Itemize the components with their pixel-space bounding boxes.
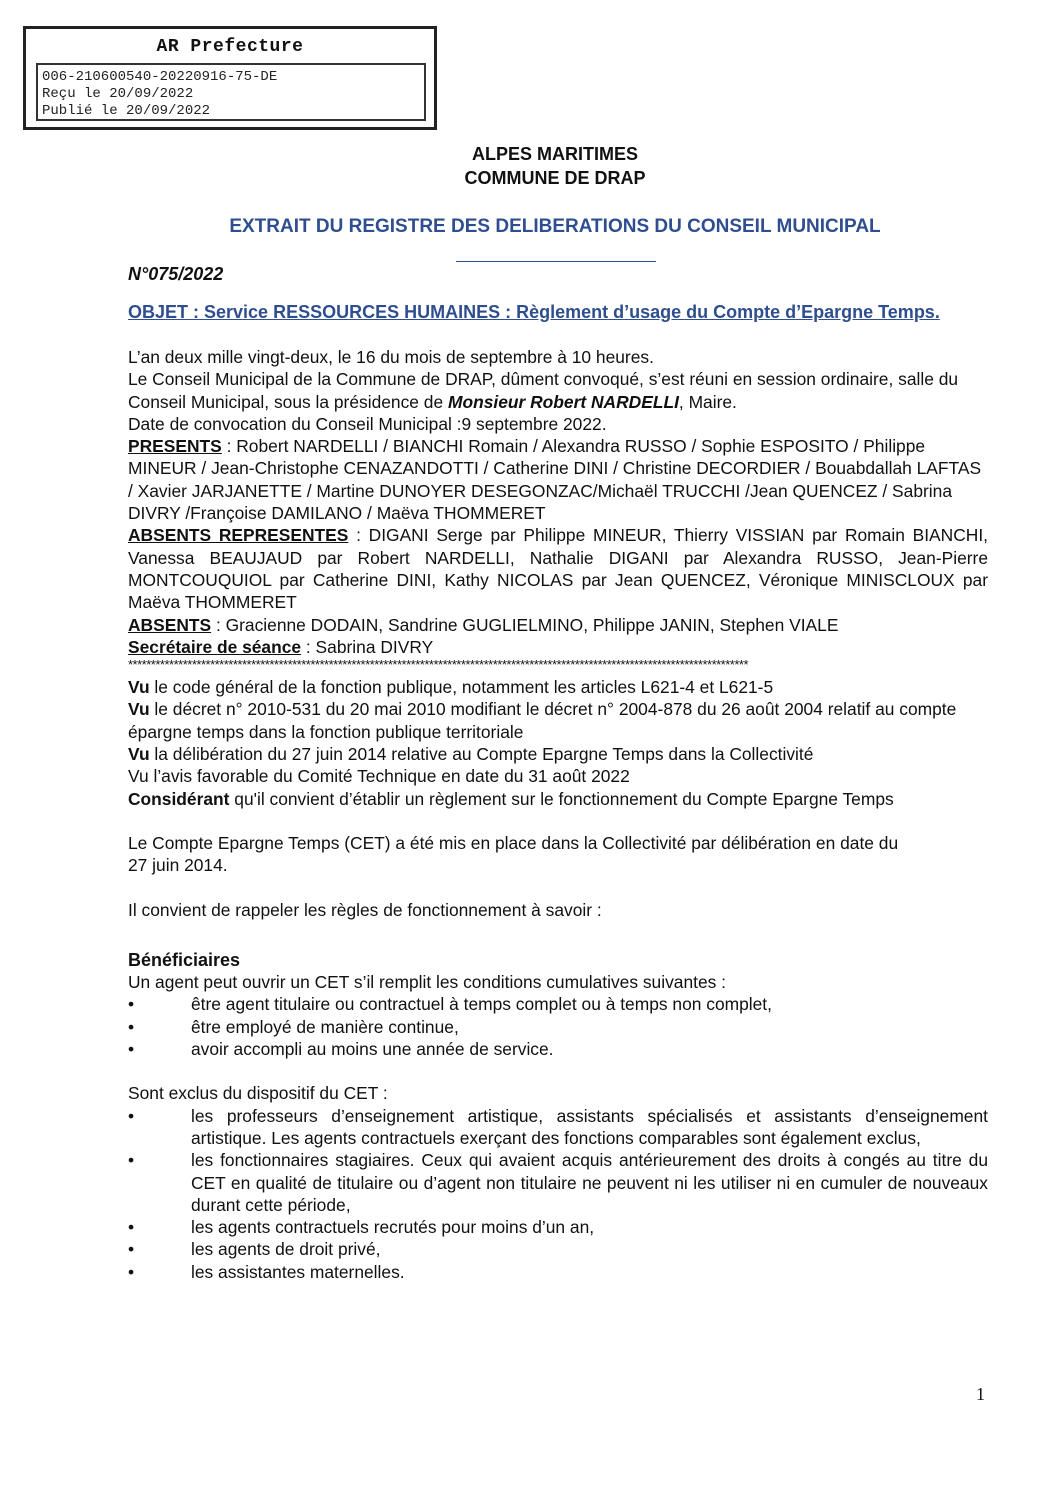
convocation-date: Date de convocation du Conseil Municipal :9 septembre 2022. bbox=[128, 413, 607, 434]
prefecture-stamp bbox=[23, 26, 437, 130]
visa-1 bbox=[128, 676, 988, 698]
list-item: • être agent titulaire ou contractuel à temps complet ou à temps non complet, bbox=[128, 993, 988, 1015]
exclusions-intro: Sont exclus du dispositif du CET : bbox=[128, 1083, 388, 1104]
represented-list bbox=[128, 524, 988, 613]
beneficiaries-heading: Bénéficiaires bbox=[128, 949, 241, 970]
visa-4: Vu l’avis favorable du Comité Technique en date du 31 août 2022 bbox=[128, 766, 630, 787]
visa-3-text: la délibération du 27 juin 2014 relative au Compte Epargne Temps dans la Collectivité bbox=[149, 744, 814, 765]
list-item: • les professeurs d’enseignement artistique, assistants spécialisés et assistants d’enseignement artistique. Les agents contractuels exerçant des fonctions comparables sont également exclus, bbox=[128, 1105, 988, 1150]
secretary-line bbox=[128, 636, 988, 658]
exclusions-list bbox=[128, 1105, 988, 1283]
list-item: • les assistantes maternelles. bbox=[128, 1261, 988, 1283]
cet-establishment-text: Le Compte Epargne Temps (CET) a été mis en place dans la Collectivité par délibération en date du bbox=[128, 832, 899, 853]
president-suffix: , Maire. bbox=[678, 391, 737, 412]
visa-3-label: Vu bbox=[128, 744, 150, 765]
title-underline bbox=[456, 261, 656, 262]
secretary-label: Secrétaire de séance bbox=[128, 636, 302, 657]
presents-label: PRESENTS bbox=[128, 436, 222, 457]
separator-line: **************************************************************************************************************************************** bbox=[128, 660, 749, 671]
considering-clause bbox=[128, 788, 988, 810]
document-body bbox=[128, 346, 988, 1283]
deliberation-number: N°075/2022 bbox=[128, 264, 224, 284]
considering-text: qu'il convient d’établir un règlement sur le fonctionnement du Compte Epargne Temps bbox=[229, 788, 894, 809]
session-date: L’an deux mille vingt-deux, le 16 du mois de septembre à 10 heures. bbox=[128, 347, 654, 367]
session-convocation-text bbox=[128, 368, 988, 413]
list-item: • les fonctionnaires stagiaires. Ceux qui avaient acquis antérieurement des droits à congés au titre du CET en qualité de titulaire ou d’agent non titulaire ne peuvent ni les utiliser ni en cumuler de nouveaux durant cette période, bbox=[128, 1149, 988, 1216]
list-item: • avoir accompli au moins une année de service. bbox=[128, 1038, 988, 1060]
presents-names: : Robert NARDELLI / BIANCHI Romain / Alexandra RUSSO / Sophie ESPOSITO / Philippe MINEUR / Jean-Christophe CENAZANDOTTI / Catherine DINI / Christine DECORDIER / Bouabdallah LAFTAS / Xavier JARJANETTE / Martine DUNOYER DESEGONZAC/Michaël TRUCCHI /Jean QUENCEZ / Sabrina DIVRY /Françoise DAMILANO / Maëva THOMMERET bbox=[128, 436, 982, 524]
list-item: • les agents contractuels recrutés pour moins d’un an, bbox=[128, 1216, 988, 1238]
visa-3 bbox=[128, 743, 988, 765]
visa-1-label: Vu bbox=[128, 677, 150, 698]
commune-heading: COMMUNE DE DRAP bbox=[464, 168, 646, 188]
considering-label: Considérant bbox=[128, 788, 230, 809]
document-title: EXTRAIT DU REGISTRE DES DELIBERATIONS DU CONSEIL MUNICIPAL bbox=[229, 216, 881, 237]
deliberation-subject: OBJET : Service RESSOURCES HUMAINES : Règlement d’usage du Compte d’Epargne Temps. bbox=[128, 302, 940, 322]
presents-list bbox=[128, 435, 988, 524]
visa-1-text: le code général de la fonction publique, notamment les articles L621-4 et L621-5 bbox=[149, 677, 774, 698]
cet-establishment-date: 27 juin 2014. bbox=[128, 855, 228, 876]
stamp-reference: 006-210600540-20220916-75-DE bbox=[42, 69, 278, 85]
beneficiaries-intro: Un agent peut ouvrir un CET s’il remplit les conditions cumulatives suivantes : bbox=[128, 972, 726, 993]
department-heading: ALPES MARITIMES bbox=[471, 144, 638, 164]
page-number: 1 bbox=[976, 1384, 985, 1404]
list-item: • être employé de manière continue, bbox=[128, 1016, 988, 1038]
stamp-title: AR Prefecture bbox=[156, 37, 304, 57]
list-item: • les agents de droit privé, bbox=[128, 1238, 988, 1260]
visa-2-label: Vu bbox=[128, 699, 150, 720]
president-name: Monsieur Robert NARDELLI bbox=[447, 391, 679, 412]
visa-2-text: le décret n° 2010-531 du 20 mai 2010 modifiant le décret n° 2004-878 du 26 août 2004 relatif au compte épargne temps dans la fonction publique territoriale bbox=[128, 699, 957, 742]
stamp-published-date: Publié le 20/09/2022 bbox=[42, 103, 211, 119]
absents-names: : Gracienne DODAIN, Sandrine GUGLIELMINO, Philippe JANIN, Stephen VIALE bbox=[211, 614, 839, 635]
rules-recall: Il convient de rappeler les règles de fonctionnement à savoir : bbox=[128, 899, 602, 920]
absents-list bbox=[128, 614, 988, 636]
convocation-prefix: Le Conseil Municipal de la Commune de DRAP, dûment convoqué, s’est réuni en session ordinaire, salle du Conseil Municipal, sous la présidence de bbox=[128, 369, 959, 412]
visa-2 bbox=[128, 698, 988, 743]
represented-names: : DIGANI Serge par Philippe MINEUR, Thierry VISSIAN par Romain BIANCHI, Vanessa BEAUJAUD par Robert NARDELLI, Nathalie DIGANI par Alexandra RUSSO, Jean-Pierre MONTCOUQUIOL par Catherine DINI, Kathy NICOLAS par Jean QUENCEZ, Véronique MINISCLOUX par Maëva THOMMERET bbox=[128, 525, 988, 613]
secretary-name: : Sabrina DIVRY bbox=[301, 636, 434, 657]
stamp-details bbox=[36, 63, 426, 121]
beneficiaries-conditions-list bbox=[128, 993, 988, 1060]
stamp-received-date: Reçu le 20/09/2022 bbox=[42, 86, 194, 102]
represented-label: ABSENTS REPRESENTES bbox=[128, 525, 349, 546]
absents-label: ABSENTS bbox=[128, 614, 212, 635]
